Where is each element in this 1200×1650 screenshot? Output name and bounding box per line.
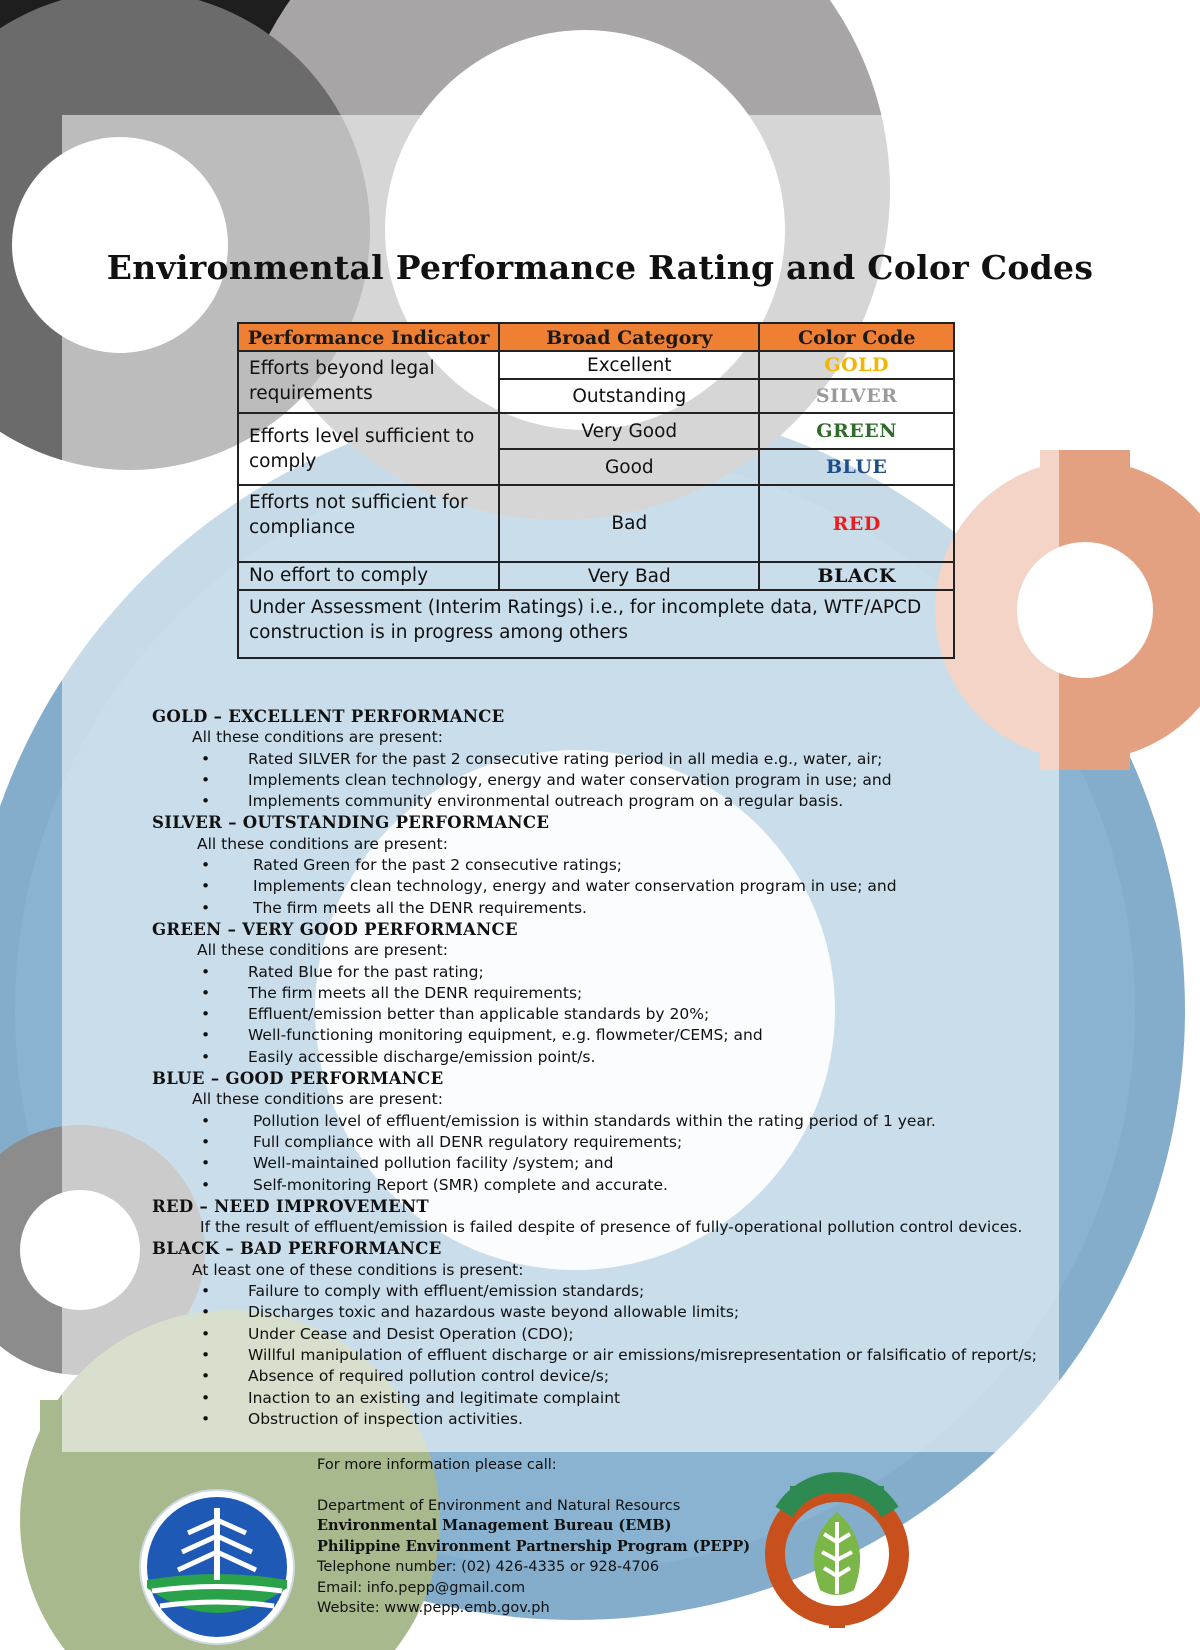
bullet: • (201, 983, 211, 1002)
list-item (152, 1175, 1052, 1196)
denr-logo (138, 1488, 296, 1646)
website-link[interactable]: Website: www.pepp.emb.gov.ph (317, 1600, 550, 1616)
list-item-text: Under Cease and Desist Operation (CDO); (248, 1324, 574, 1343)
indicator-cell: Efforts not sufficient for compliance (238, 485, 499, 562)
bullet: • (201, 898, 211, 917)
list-item (152, 749, 1052, 770)
table-row (238, 351, 954, 379)
list-item-text: Rated Green for the past 2 consecutive ratings; (253, 856, 623, 875)
bullet: • (201, 749, 211, 768)
list-item (152, 983, 1052, 1004)
bullet: • (201, 1345, 211, 1364)
list-item-text: Well-functioning monitoring equipment, e.g. flowmeter/CEMS; and (248, 1026, 763, 1045)
list-item (152, 1111, 1052, 1132)
list-item-text: Failure to comply with effluent/emission standards; (248, 1282, 645, 1301)
bullet: • (201, 1005, 211, 1024)
indicator-cell: Efforts beyond legal requirements (238, 351, 499, 413)
color-code-cell: RED (759, 485, 954, 562)
color-code-cell: SILVER (759, 379, 954, 413)
rating-descriptions (152, 706, 1052, 1430)
list-item (152, 898, 1052, 919)
list-item-text: The firm meets all the DENR requirements; (248, 983, 583, 1002)
section-title-green: GREEN – VERY GOOD PERFORMANCE (152, 919, 518, 939)
header-performance-indicator: Performance Indicator (238, 323, 499, 351)
list-item-text: Absence of required pollution control device/s; (248, 1367, 610, 1386)
section-intro: All these conditions are present: (197, 834, 448, 853)
section-title-gold: GOLD – EXCELLENT PERFORMANCE (152, 707, 505, 726)
section-title-black: BLACK – BAD PERFORMANCE (152, 1239, 442, 1259)
table-row (238, 562, 954, 590)
section-intro: All these conditions are present: (192, 728, 443, 747)
list-item (152, 962, 1052, 983)
list-item-text: Rated SILVER for the past 2 consecutive rating period in all media e.g., water, air; (248, 749, 883, 768)
list-item (152, 1047, 1052, 1068)
bullet: • (201, 1282, 211, 1301)
section-intro: At least one of these conditions is present: (192, 1260, 524, 1279)
indicator-cell: No effort to comply (238, 562, 499, 590)
list-item-text: The firm meets all the DENR requirements. (253, 898, 587, 917)
category-cell: Very Bad (499, 562, 759, 590)
emb-name: Environmental Management Bureau (EMB) (317, 1517, 672, 1534)
list-item-text: Rated Blue for the past rating; (248, 962, 484, 981)
department-name: Department of Environment and Natural Resourcs (317, 1497, 681, 1514)
interim-note: Under Assessment (Interim Ratings) i.e., for incomplete data, WTF/APCD construction is in progress among others (238, 590, 954, 658)
section-title-blue: BLUE – GOOD PERFORMANCE (152, 1069, 444, 1089)
list-item (152, 791, 1052, 812)
color-code-cell: BLACK (759, 562, 954, 590)
list-item (152, 1388, 1052, 1409)
category-cell: Very Good (499, 413, 759, 449)
bullet: • (201, 1111, 211, 1130)
table-row (238, 413, 954, 449)
list-item (152, 1345, 1052, 1366)
list-item-text: Implements community environmental outreach program on a regular basis. (248, 792, 844, 811)
list-item (152, 1409, 1052, 1430)
contact-call-text: For more information please call: (317, 1457, 557, 1473)
contact-info (317, 1455, 750, 1619)
pepp-name: Philippine Environment Partnership Program (PEPP) (317, 1537, 751, 1555)
header-broad-category: Broad Category (499, 323, 759, 351)
list-item (152, 1281, 1052, 1302)
color-code-cell: GOLD (759, 351, 954, 379)
list-item-text: Inaction to an existing and legitimate complaint (248, 1388, 621, 1407)
section-intro: All these conditions are present: (192, 1090, 443, 1109)
list-item-text: Full compliance with all DENR regulatory requirements; (253, 1132, 683, 1151)
telephone-number: Telephone number: (02) 426-4335 or 928-4706 (317, 1559, 660, 1575)
list-item-text: Obstruction of inspection activities. (248, 1409, 523, 1428)
list-item (152, 876, 1052, 897)
bullet: • (201, 1388, 211, 1407)
list-item (152, 1004, 1052, 1025)
category-cell: Good (499, 449, 759, 485)
pepp-logo (762, 1472, 912, 1632)
list-item (152, 1025, 1052, 1046)
list-item-text: Implements clean technology, energy and water conservation program in use; and (248, 770, 892, 789)
category-cell: Bad (499, 485, 759, 562)
bullet: • (201, 962, 211, 981)
bullet: • (201, 1324, 211, 1343)
list-item-text: Willful manipulation of effluent discharge or air emissions/misrepresentation or falsificatio of report/s; (248, 1345, 1037, 1364)
table-note-row (238, 590, 954, 658)
color-code-cell: GREEN (759, 413, 954, 449)
list-item (152, 1302, 1052, 1323)
bullet: • (201, 877, 211, 896)
list-item (152, 770, 1052, 791)
list-item (152, 855, 1052, 876)
section-text: If the result of effluent/emission is failed despite of presence of fully-operational pollution control devices. (200, 1218, 1023, 1237)
section-title-silver: SILVER – OUTSTANDING PERFORMANCE (152, 813, 550, 833)
bullet: • (201, 1367, 211, 1386)
list-item-text: Implements clean technology, energy and water conservation program in use; and (253, 877, 897, 896)
bullet: • (201, 856, 211, 875)
list-item (152, 1366, 1052, 1387)
list-item-text: Effluent/emission better than applicable standards by 20%; (248, 1005, 710, 1024)
bullet: • (201, 1026, 211, 1045)
list-item-text: Self-monitoring Report (SMR) complete and accurate. (253, 1175, 668, 1194)
table-header-row (238, 323, 954, 351)
bullet: • (201, 1409, 211, 1428)
list-item-text: Discharges toxic and hazardous waste beyond allowable limits; (248, 1303, 740, 1322)
header-color-code: Color Code (759, 323, 954, 351)
bullet: • (201, 1175, 211, 1194)
rating-table (237, 322, 955, 659)
page-title: Environmental Performance Rating and Color Codes (106, 248, 1094, 287)
email-address[interactable]: Email: info.pepp@gmail.com (317, 1579, 526, 1596)
bullet: • (201, 792, 211, 811)
bullet: • (201, 1132, 211, 1151)
bullet: • (201, 1047, 211, 1066)
list-item-text: Well-maintained pollution facility /system; and (253, 1154, 614, 1173)
list-item (152, 1324, 1052, 1345)
indicator-cell: Efforts level sufficient to comply (238, 413, 499, 485)
section-intro: All these conditions are present: (197, 941, 448, 960)
category-cell: Outstanding (499, 379, 759, 413)
color-code-cell: BLUE (759, 449, 954, 485)
list-item-text: Easily accessible discharge/emission point/s. (248, 1047, 596, 1066)
bullet: • (201, 1154, 211, 1173)
bullet: • (201, 1303, 211, 1322)
list-item-text: Pollution level of effluent/emission is within standards within the rating period of 1 year. (253, 1111, 936, 1130)
table-row (238, 485, 954, 562)
bullet: • (201, 770, 211, 789)
section-title-red: RED – NEED IMPROVEMENT (152, 1196, 429, 1216)
list-item (152, 1153, 1052, 1174)
list-item (152, 1132, 1052, 1153)
category-cell: Excellent (499, 351, 759, 379)
